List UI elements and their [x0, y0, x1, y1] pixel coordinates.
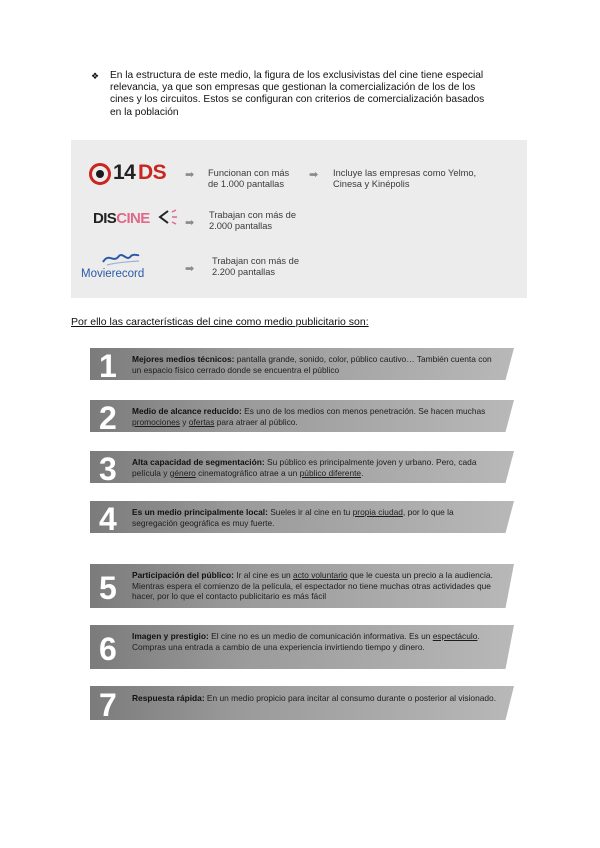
feature-number: 5 [99, 570, 117, 606]
feature-text: Alta capacidad de segmentación: Su público es principalmente joven y urbano. Pero, cada película y género cinematográfico atrae a un público diferente. [132, 457, 477, 478]
network-desc: Trabajan con más de 2.000 pantallas [209, 210, 296, 231]
feature-number: 4 [99, 501, 117, 537]
feature-text: Imagen y prestigio: El cine no es un medio de comunicación informativa. Es un espectáculo. Compras una entrada a cambio de una experiencia invirtiendo tiempo y dinero. [132, 631, 480, 652]
link-acto-voluntario[interactable]: acto voluntario [293, 570, 348, 580]
feature-7 [90, 686, 514, 723]
logo-14ds-number: 14 [113, 161, 136, 184]
exclusivistas-panel [71, 140, 527, 298]
feature-text: Mejores medios técnicos: pantalla grande, sonido, color, público cautivo… También cuenta con un espacio físico cerrado donde se encuentra el público [132, 354, 492, 375]
feature-2 [90, 400, 514, 436]
link-genero[interactable]: género [169, 467, 196, 478]
network-row-discine [71, 202, 527, 242]
feature-6 [90, 625, 514, 669]
diamond-bullet-icon: ❖ [91, 71, 100, 81]
link-promociones[interactable]: promociones [132, 416, 180, 427]
intro-bullet [93, 70, 523, 119]
feature-number: 1 [99, 348, 117, 384]
arrow-right-icon: ➡ [309, 169, 319, 181]
arrow-right-icon: ➡ [185, 263, 195, 275]
feature-text: Es un medio principalmente local: Sueles ir al cine en tu propia ciudad, por lo que la segregación geográfica es muy fuerte. [132, 507, 454, 528]
network-desc: Funcionan con más de 1.000 pantallas [208, 168, 290, 189]
bullet-line-4: en la población [110, 106, 179, 118]
network-row-movierecord [71, 248, 527, 288]
bullet-line-3: cines y los circuitos. Estos se configuran con criterios de comercialización basados [110, 94, 485, 106]
arrow-right-icon: ➡ [185, 217, 195, 229]
network-row-14ds [71, 154, 527, 194]
section-heading: Por ello las características del cine como medio publicitario son: [71, 316, 369, 328]
feature-text: Medio de alcance reducido: Es uno de los medios con menos penetración. Se hacen muchas promociones y ofertas para atraer al público. [132, 406, 486, 427]
feature-4 [90, 501, 514, 537]
feature-number: 3 [99, 451, 117, 487]
feature-5 [90, 564, 514, 608]
logo-discine: DISCINE [93, 209, 183, 233]
feature-number: 2 [99, 400, 117, 436]
reel-icon [89, 163, 111, 185]
feature-1 [90, 348, 514, 384]
feature-text: Respuesta rápida: En un medio propicio para incitar al consumo durante o posterior al visionado. [132, 693, 497, 703]
feature-3 [90, 451, 514, 487]
logo-movierecord: Movierecord [81, 250, 161, 286]
feature-number: 7 [99, 687, 117, 723]
logo-14ds [89, 162, 199, 192]
link-ofertas[interactable]: ofertas [188, 416, 215, 427]
network-extra-desc: Incluye las empresas como Yelmo, Cinesa y Kinépolis [333, 168, 477, 189]
link-espectaculo[interactable]: espectáculo [432, 631, 478, 641]
link-publico-diferente[interactable]: público diferente [299, 467, 362, 478]
link-propia-ciudad[interactable]: propia ciudad [352, 507, 403, 517]
feature-number: 6 [99, 631, 117, 667]
feature-text: Participación del público: Ir al cine es un acto voluntario que le cuesta un precio a la audiencia. Mientras espera el comienzo de la película, el espectador no tiene muchas otras actividades que hacer, por lo que el contacto publicitario es más fácil [132, 570, 493, 602]
network-desc: Trabajan con más de 2.200 pantallas [212, 256, 299, 277]
arrow-right-icon: ➡ [185, 169, 195, 181]
bullet-line-1: En la estructura de este medio, la figura de los exclusivistas del cine tiene especial [110, 70, 484, 81]
bullet-line-2: relevancia, ya que son empresas que gestionan la comercialización de los de los [110, 82, 476, 94]
projector-beam-icon [158, 209, 180, 225]
logo-14ds-brand: DS [138, 161, 167, 184]
movierecord-swoosh-icon [101, 250, 141, 266]
